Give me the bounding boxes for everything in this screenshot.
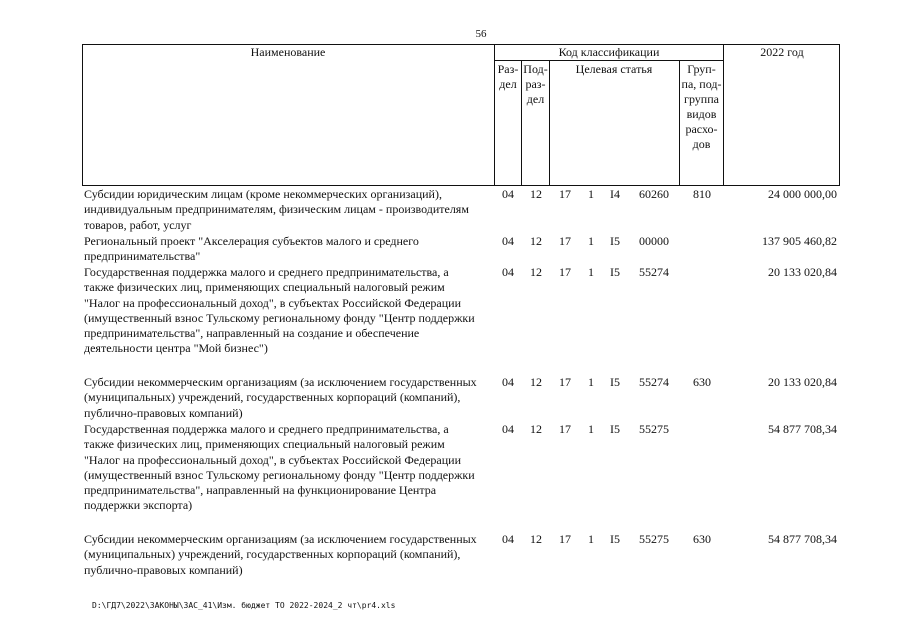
row-name: Государственная поддержка малого и среднего предпринимательства, а также физических лиц, применяющих специальный налоговый режим "Налог на профессиональный доход", в субъектах Российской Федерации (имущественный взнос Тульскому региональному фонду "Центр поддержки предпринимательства", направленный на функционирование Центра поддержки экспорта) — [84, 422, 475, 513]
row-podrazdel: 12 — [530, 265, 542, 279]
row-program: 17 — [559, 532, 571, 546]
row-program: 17 — [559, 234, 571, 248]
header-target: Целевая статья — [575, 62, 653, 76]
row-razdel: 04 — [502, 187, 514, 201]
table-header-frame — [82, 44, 840, 186]
row-direction: 55274 — [639, 375, 669, 389]
row-project: I4 — [610, 187, 620, 201]
row-name: Субсидии некоммерческим организациям (за исключением государственных (муниципальных) учреждений, государственных корпораций (компаний), публично-правовых компаний) — [84, 532, 477, 577]
row-subprogram: 1 — [588, 375, 594, 389]
row-direction: 55275 — [639, 422, 669, 436]
row-podrazdel: 12 — [530, 532, 542, 546]
row-program: 17 — [559, 265, 571, 279]
row-name: Региональный проект "Акселерация субъектов малого и среднего предпринимательства" — [84, 234, 419, 264]
column-divider — [723, 44, 724, 186]
row-name: Субсидии юридическим лицам (кроме некоммерческих организаций), индивидуальным предпринимателям, физическим лицам - производителям товаров, работ, услуг — [84, 187, 469, 232]
column-divider — [549, 60, 550, 186]
header-subdivider — [494, 60, 723, 61]
row-razdel: 04 — [502, 532, 514, 546]
header-group: Груп- па, под- группа видов расхо- дов — [681, 62, 722, 151]
row-razdel: 04 — [502, 265, 514, 279]
row-razdel: 04 — [502, 375, 514, 389]
header-classification: Код классификации — [558, 45, 660, 59]
row-expense-type: 630 — [693, 375, 711, 389]
row-program: 17 — [559, 187, 571, 201]
row-razdel: 04 — [502, 234, 514, 248]
row-subprogram: 1 — [588, 265, 594, 279]
row-expense-type: 630 — [693, 532, 711, 546]
row-subprogram: 1 — [588, 187, 594, 201]
row-amount: 54 877 708,34 — [768, 422, 837, 436]
row-name: Государственная поддержка малого и среднего предпринимательства, а также физических лиц, применяющих специальный налоговый режим "Налог на профессиональный доход", в субъектах Российской Федерации (имущественный взнос Тульскому региональному фонду "Центр поддержки предпринимательства", направленный на создание и обеспечение деятельности центра "Мой бизнес") — [84, 265, 475, 356]
row-podrazdel: 12 — [530, 422, 542, 436]
row-program: 17 — [559, 422, 571, 436]
row-amount: 137 905 460,82 — [762, 234, 837, 248]
row-direction: 55275 — [639, 532, 669, 546]
row-subprogram: 1 — [588, 532, 594, 546]
row-razdel: 04 — [502, 422, 514, 436]
row-direction: 55274 — [639, 265, 669, 279]
row-direction: 00000 — [639, 234, 669, 248]
row-project: I5 — [610, 234, 620, 248]
row-project: I5 — [610, 265, 620, 279]
row-subprogram: 1 — [588, 422, 594, 436]
row-project: I5 — [610, 422, 620, 436]
header-podrazdel: Под- раз- дел — [523, 62, 548, 106]
row-direction: 60260 — [639, 187, 669, 201]
header-year: 2022 год — [760, 45, 804, 59]
row-podrazdel: 12 — [530, 187, 542, 201]
row-amount: 20 133 020,84 — [768, 265, 837, 279]
page-number: 56 — [475, 28, 487, 40]
row-podrazdel: 12 — [530, 234, 542, 248]
row-amount: 20 133 020,84 — [768, 375, 837, 389]
row-podrazdel: 12 — [530, 375, 542, 389]
header-razdel: Раз- дел — [497, 62, 519, 91]
row-project: I5 — [610, 532, 620, 546]
row-name: Субсидии некоммерческим организациям (за исключением государственных (муниципальных) учреждений, государственных корпораций (компаний), публично-правовых компаний) — [84, 375, 477, 420]
row-project: I5 — [610, 375, 620, 389]
row-expense-type: 810 — [693, 187, 711, 201]
row-amount: 54 877 708,34 — [768, 532, 837, 546]
row-program: 17 — [559, 375, 571, 389]
row-amount: 24 000 000,00 — [768, 187, 837, 201]
header-name: Наименование — [250, 45, 326, 59]
footer-file-path: D:\ГД7\2022\ЗАКОНЫ\ЗАС_41\Изм. бюджет ТО 2022-2024_2 чт\pr4.xls — [92, 601, 396, 610]
row-subprogram: 1 — [588, 234, 594, 248]
